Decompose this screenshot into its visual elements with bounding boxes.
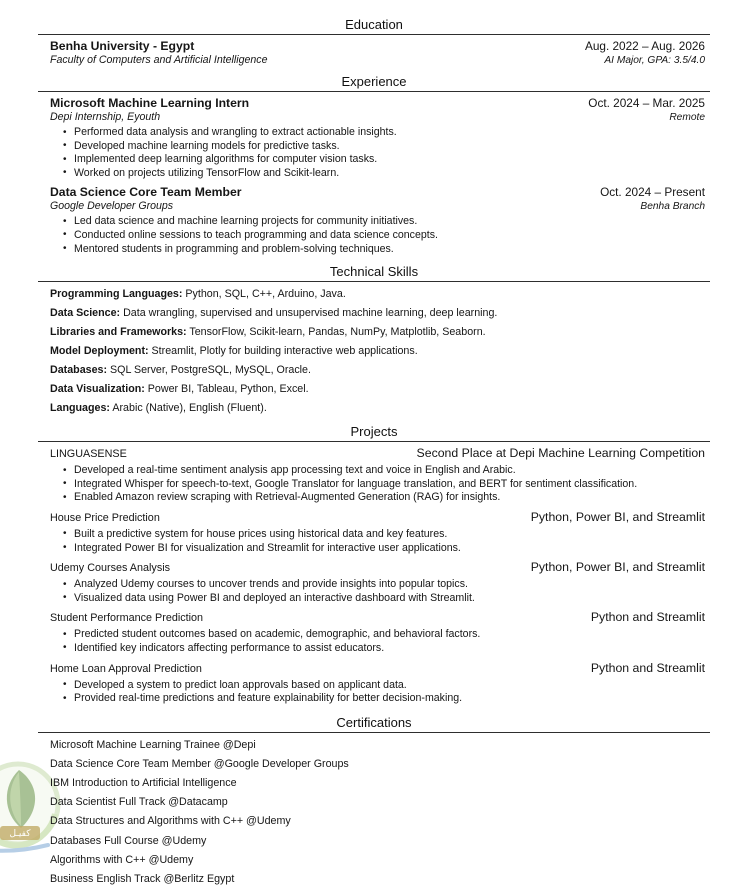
school-name: Benha University - Egypt: [50, 39, 195, 53]
project-name: Student Performance Prediction: [50, 612, 204, 625]
bullet-item: • Predicted student outcomes based on academic, demographic, and behavioral factors.: [74, 628, 705, 642]
project-bullets: [50, 528, 705, 555]
certification-item: Databases Full Course @Udemy: [50, 834, 207, 847]
skill-values: Power BI, Tableau, Python, Excel.: [144, 383, 309, 396]
major-gpa: AI Major, GPA: 3.5/4.0: [604, 55, 705, 66]
bullet-item: • Performed data analysis and wrangling to extract actionable insights.: [74, 126, 705, 140]
job-title: Data Science Core Team Member: [50, 185, 242, 200]
project-bullets: [50, 628, 705, 655]
skill-line: [50, 307, 705, 320]
skill-label: Databases:: [50, 364, 108, 377]
experience-entry: [50, 185, 705, 256]
project-bullets: [50, 464, 705, 505]
job-dates: Oct. 2024 – Present: [600, 185, 705, 200]
job-location: Benha Branch: [640, 201, 705, 213]
certifications-section: [50, 739, 705, 886]
project-entry: [50, 446, 705, 505]
bullet-item: • Worked on projects utilizing TensorFlow and Scikit-learn.: [74, 167, 705, 181]
certification-item: Data Structures and Algorithms with C++ @Udemy: [50, 815, 291, 828]
project-name: Home Loan Approval Prediction: [50, 662, 202, 675]
bullet-item: • Implemented deep learning algorithms for computer vision tasks.: [74, 153, 705, 167]
bullet-item: • Integrated Whisper for speech-to-text, Google Translator for language translation, and BERT for sentiment classification.: [74, 478, 705, 492]
section-header-education: [38, 17, 710, 35]
bullet-item: • Analyzed Udemy courses to uncover trends and provide insights into popular topics.: [74, 578, 705, 592]
bullet-item: • Identified key indicators affecting performance to assist educators.: [74, 642, 705, 656]
skill-values: Data wrangling, supervised and unsupervised machine learning, deep learning.: [120, 307, 498, 320]
job-title: Microsoft Machine Learning Intern: [50, 96, 250, 110]
section-title: Technical Skills: [329, 264, 419, 280]
bullet-item: • Provided real-time predictions and feature explainability for better decision-making.: [74, 692, 705, 706]
skill-label: Data Science:: [50, 307, 121, 320]
skill-values: SQL Server, PostgreSQL, MySQL, Oracle.: [107, 364, 311, 377]
experience-entry: [50, 96, 705, 180]
job-bullets: [50, 215, 705, 256]
certification-item: IBM Introduction to Artificial Intelligence: [50, 777, 237, 790]
project-tech: Python, Power BI, and Streamlit: [530, 509, 705, 524]
skill-values: Python, SQL, C++, Arduino, Java.: [182, 288, 346, 301]
skill-label: Data Visualization:: [50, 383, 145, 396]
bullet-item: • Mentored students in programming and problem-solving techniques.: [74, 243, 705, 257]
certification-item: Data Science Core Team Member @Google Developer Groups: [50, 757, 349, 770]
job-location: Remote: [669, 112, 705, 123]
bullet-item: • Led data science and machine learning projects for community initiatives.: [74, 215, 705, 229]
project-highlight: Second Place at Depi Machine Learning Competition: [416, 446, 705, 461]
bullet-item: • Developed a real-time sentiment analysis app processing text and voice in English and Arabic.: [74, 464, 705, 478]
section-title: Certifications: [336, 714, 412, 730]
project-name: LINGUASENSE: [50, 448, 127, 461]
project-name: House Price Prediction: [50, 511, 160, 524]
section-header-projects: [38, 424, 710, 442]
skill-label: Libraries and Frameworks:: [50, 326, 187, 339]
bullet-item: • Integrated Power BI for visualization and Streamlit for interactive user applications.: [74, 542, 705, 556]
education-section: [50, 39, 705, 67]
skill-values: Arabic (Native), English (Fluent).: [109, 402, 267, 415]
skill-label: Languages:: [50, 402, 110, 415]
project-name: Udemy Courses Analysis: [50, 562, 171, 575]
education-entry: [50, 39, 705, 67]
project-bullets: [50, 679, 705, 706]
section-header-certifications: [38, 715, 710, 733]
job-bullets: [50, 126, 705, 180]
skill-line: [50, 364, 705, 377]
section-title: Projects: [350, 424, 398, 440]
bullet-item: • Built a predictive system for house prices using historical data and key features.: [74, 528, 705, 542]
skill-values: Streamlit, Plotly for building interactive web applications.: [148, 345, 418, 358]
skill-label: Model Deployment:: [50, 345, 149, 358]
skill-label: Programming Languages:: [50, 288, 183, 301]
bullet-item: • Visualized data using Power BI and deployed an interactive dashboard with Streamlit.: [74, 592, 705, 606]
experience-section: [50, 96, 705, 256]
projects-section: [50, 446, 705, 706]
skill-line: [50, 402, 705, 415]
bullet-item: • Developed a system to predict loan approvals based on applicant data.: [74, 679, 705, 693]
project-entry: [50, 560, 705, 605]
section-header-skills: [38, 264, 710, 282]
project-entry: [50, 661, 705, 706]
section-title: Experience: [341, 74, 407, 89]
faculty-name: Faculty of Computers and Artificial Intelligence: [50, 54, 268, 66]
project-tech: Python, Power BI, and Streamlit: [530, 560, 705, 575]
project-bullets: [50, 578, 705, 605]
job-dates: Oct. 2024 – Mar. 2025: [588, 96, 705, 110]
watermark-arabic-label: كفيـل: [9, 829, 31, 839]
certification-item: Data Scientist Full Track @Datacamp: [50, 796, 228, 809]
project-entry: [50, 510, 705, 555]
bullet-item: • Developed machine learning models for predictive tasks.: [74, 140, 705, 154]
project-tech: Python and Streamlit: [590, 660, 705, 675]
certification-item: Microsoft Machine Learning Trainee @Depi: [50, 738, 256, 751]
project-tech: Python and Streamlit: [590, 610, 705, 625]
skill-values: TensorFlow, Scikit-learn, Pandas, NumPy, Matplotlib, Seaborn.: [186, 326, 486, 339]
project-entry: [50, 610, 705, 655]
certification-item: Algorithms with C++ @Udemy: [50, 853, 194, 866]
skill-line: [50, 383, 705, 396]
education-dates: Aug. 2022 – Aug. 2026: [584, 39, 705, 53]
certification-item: Business English Track @Berlitz Egypt: [50, 873, 235, 885]
section-title: Education: [345, 17, 403, 32]
skill-line: [50, 345, 705, 358]
skills-section: [50, 288, 705, 415]
section-header-experience: [38, 74, 710, 92]
job-org: Depi Internship, Eyouth: [50, 111, 161, 123]
job-org: Google Developer Groups: [50, 200, 174, 213]
skill-line: [50, 288, 705, 301]
skill-line: [50, 326, 705, 339]
bullet-item: • Conducted online sessions to teach programming and data science concepts.: [74, 229, 705, 243]
bullet-item: • Enabled Amazon review scraping with Retrieval-Augmented Generation (RAG) for insights.: [74, 491, 705, 505]
